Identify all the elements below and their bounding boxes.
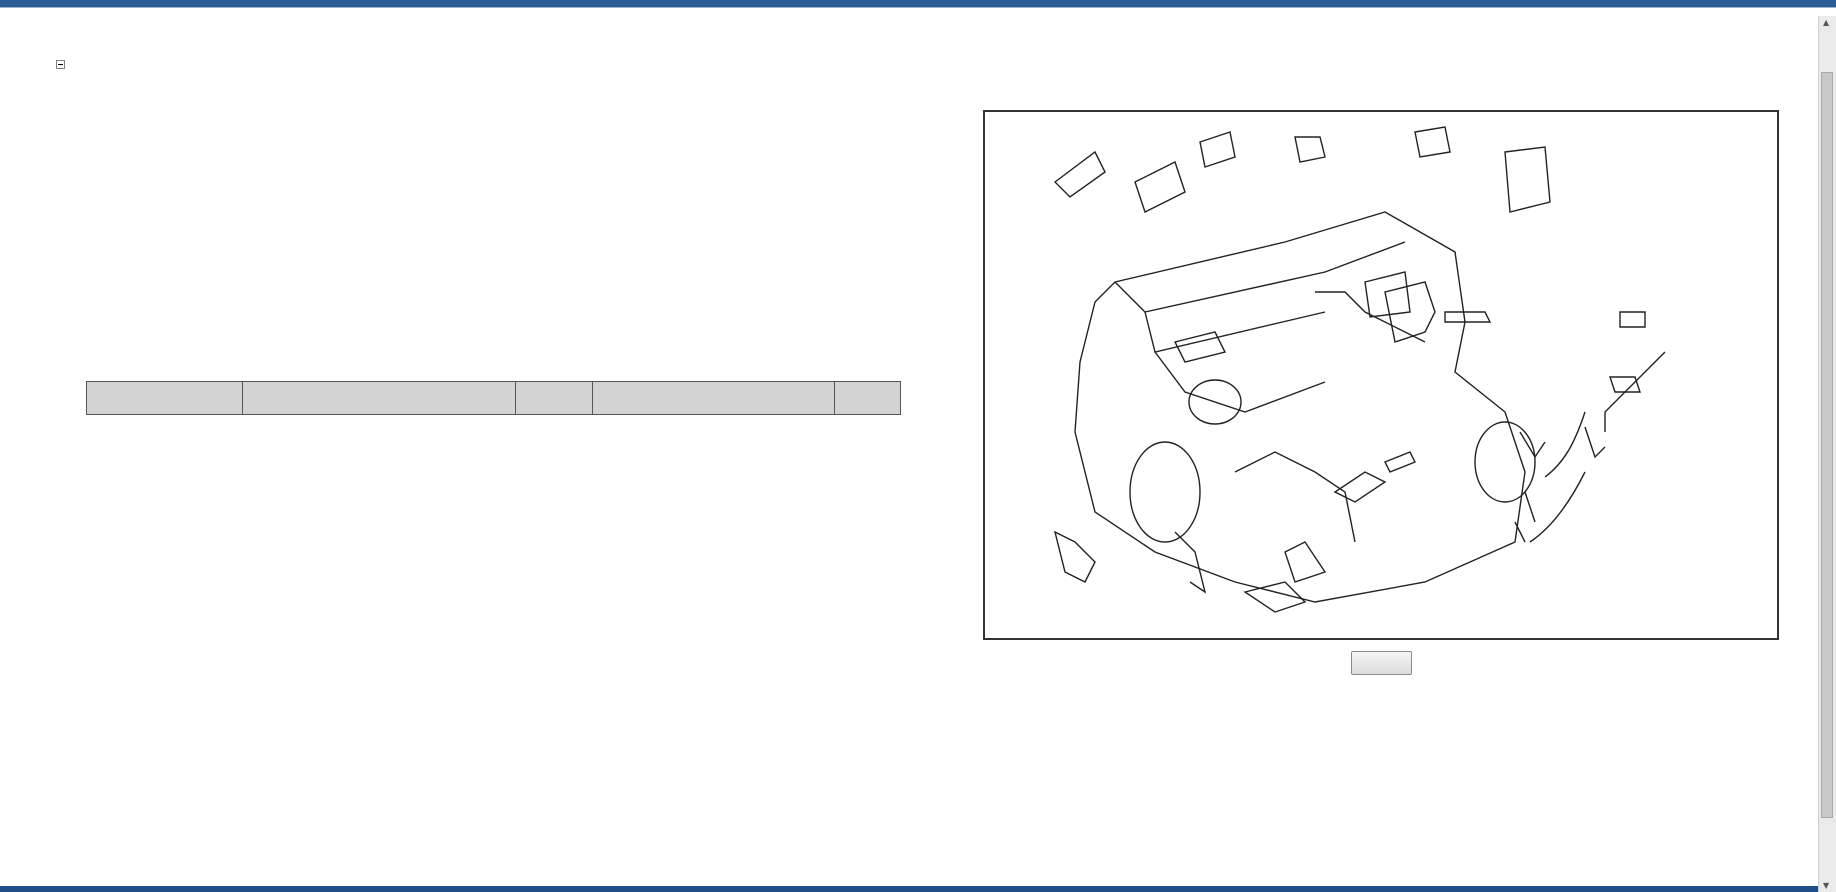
parts-tree: [56, 53, 69, 379]
engine-drawing: [1055, 127, 1665, 612]
window-titlebar: [0, 0, 1836, 7]
col-info: [593, 382, 835, 415]
diagram-svg: [985, 112, 1777, 638]
col-code: [87, 382, 243, 415]
vertical-scrollbar[interactable]: [1818, 16, 1836, 892]
scroll-down-icon[interactable]: ▼: [1823, 881, 1830, 890]
breadcrumb: [22, 16, 70, 31]
parts-diagram: [983, 110, 1779, 640]
scroll-up-icon[interactable]: ▲: [1823, 18, 1830, 27]
col-desc: [243, 382, 516, 415]
tree-node-expanded[interactable]: [56, 53, 69, 75]
parts-table: [86, 381, 901, 415]
col-qty: [516, 382, 593, 415]
back-button[interactable]: [1351, 651, 1412, 675]
col-price: [835, 382, 901, 415]
browser-window: [0, 7, 1836, 890]
scrollbar-thumb[interactable]: [1821, 72, 1833, 818]
collapse-icon[interactable]: [56, 60, 65, 69]
